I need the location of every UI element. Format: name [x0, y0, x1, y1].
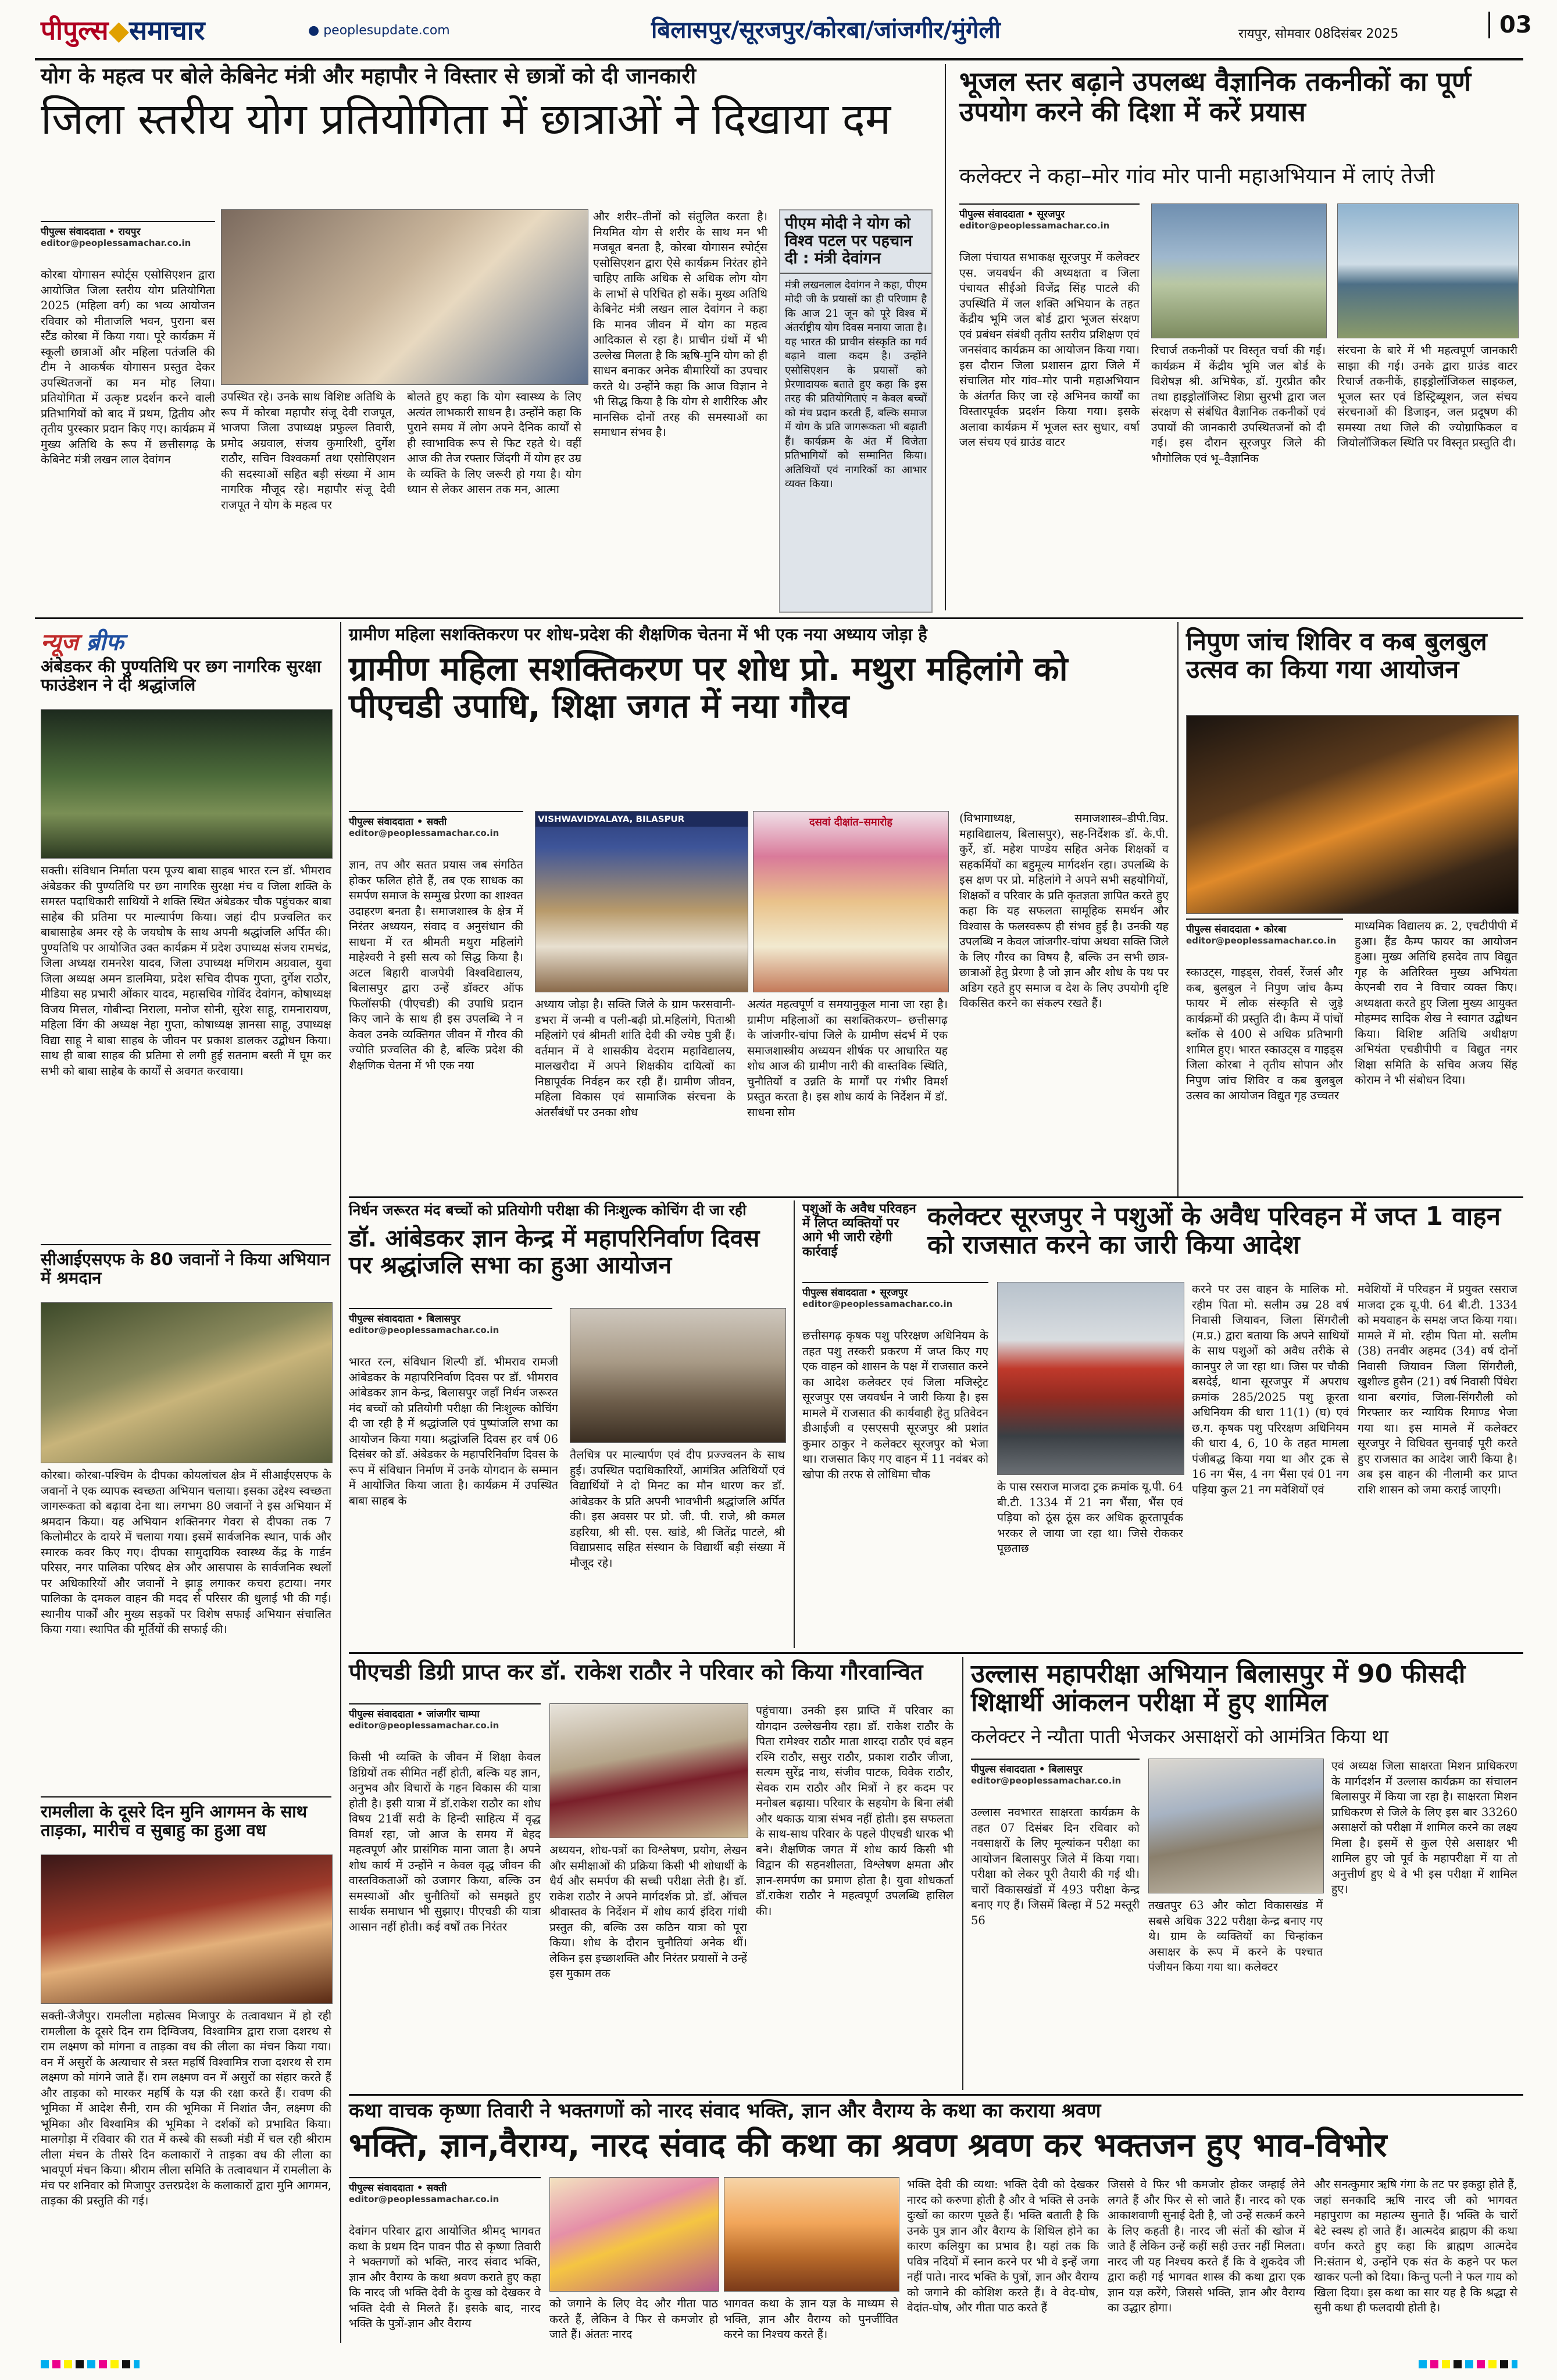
edition-districts: बिलासपुर/सूरजपुर/कोरबा/जांजगीर/मुंगेली [651, 17, 1001, 44]
cattle-byline: पीपुल्स संवाददाता • सूरजपुर editor@peoplessamachar.co.in [802, 1282, 988, 1309]
brief3-photo [41, 1854, 333, 2004]
phd-mathura-photo-2 [753, 811, 949, 992]
yoga-col4: और शरीर–तीनों को संतुलित करता है। नियमित योग से शरीर के साथ मन भी मजबूत बनता है, कोरबा योगासन स्पोर्ट्स एसोसिएशन द्वारा ऐसे कार्यक्रम निरंतर होने चाहिए ताकि अधिक से अधिक लोग योग के लाभों से परिचित हो सकें। मुख्य अतिथि केबिनेट मंत्री लखन लाल देवांगन ने कहा कि मानव जीवन में योग का महत्व आदिकाल से रहा है। प्राचीन ग्रंथों में भी उल्लेख मिलता है कि ऋषि-मुनि योग को ही साधन बनाकर अनेक बीमारियों का उपचार करते थे। उन्होंने कहा कि आज विज्ञान ने भी सिद्ध किया है कि योग से शारीरिक और मानसिक दोनों तरह की समस्याओं का समाधान संभव है। [593, 210, 767, 439]
brief2-photo [41, 1302, 333, 1463]
phd-mathura-col3: अत्यंत महत्वपूर्ण व समयानुकूल माना जा रहा है। ग्रामीण महिलाओं का सशक्तिकरण– छत्तीसगढ़ के जांजगीर-चांपा जिले के ग्रामीण संदर्भ में एक समाजशास्त्रीय अध्ययन शीर्षक पर आधारित यह शोध आज की ग्रामीण नारी की वास्तविक स्थिति, चुनौतियों व उन्नति के मार्गों पर गंभीर विमर्श प्रस्तुत करता है। इस शोध कार्य के निर्देशन में डॉ. साधना सोम [747, 998, 948, 1119]
col-divider-ullas [962, 1657, 963, 2090]
katha-col6: और सनत्कुमार ऋषि गंगा के तट पर इकट्ठा होते हैं, जहां सनकादि ऋषि नारद जी को भागवत महापुराण का महात्म्य सुनाते हैं। भक्ति के चारों बेटे स्वस्थ हो जाते हैं। आत्मदेव ब्राह्मण की कथा वर्णन करते हुए कहा कि ब्राह्मण आत्मदेव नि:संतान थे, उन्होंने एक संत के कहने पर फल खाकर पत्नी को दिया। किन्तु पत्नी ने फल गाय को खिला दिया। इस कथा का सार यह है कि श्रद्धा से सुनी कथा ही फलदायी होती है। [1314, 2178, 1517, 2315]
ullas-col2: तखतपुर 63 और कोटा विकासखंड में सबसे अधिक 322 परीक्षा केन्द्र बनाए गए थे। ग्राम के व्यक्तियों का चिन्हांकन असाक्षर के रूप में करने के पश्चात पंजीयन किया गया था। कलेक्टर [1148, 1899, 1323, 1974]
logo-right: समाचार [128, 15, 205, 46]
col-divider-nipun [1177, 622, 1179, 1198]
news-brief-label: न्यूज ब्रीफ [41, 629, 124, 656]
page-number: 03 [1488, 12, 1532, 38]
registration-bar-right [1419, 2360, 1517, 2368]
masthead-rule [35, 58, 1523, 60]
col-divider-cattle [794, 1200, 795, 1648]
yoga-col1: कोरबा योगासन स्पोर्ट्स एसोसिएशन द्वारा आयोजित जिला स्तरीय योग प्रतियोगिता 2025 (महिला वर्ग) का भव्य आयोजन रविवार को मीताजलि भवन, पुराना बस स्टैंड कोरबा में किया गया। पूरे कार्यक्रम में स्कूली छात्राओं और महिला पतंजलि की टीम ने आकर्षक योगासन प्रस्तुत देकर उपस्थितजनों का मन मोह लिया। प्रतियोगिता में उत्कृष्ट प्रदर्शन करने वाली प्रतिभागियों को बाद में प्रथम, द्वितीय और तृतीय पुरस्कार प्रदान किए गए। कार्यक्रम में मुख्य अतिथि के रूप में छत्तीसगढ़ के केबिनेट मंत्री लखन लाल देवांगन [41, 268, 215, 467]
yoga-sidebar-title: पीएम मोदी ने योग को विश्व पटल पर पहचान दी : मंत्री देवांगन [780, 210, 931, 274]
katha-col1: देवांगन परिवार द्वारा आयोजित श्रीमद् भागवत कथा के प्रथम दिन पावन पीठ से कृष्णा तिवारी ने भक्तगणों को भक्ति, नारद संवाद भक्ति, ज्ञान और वैराग्य के कथा श्रवण कराते हुए कहा कि नारद जी भक्ति देवी के दुःख को देखकर वे भक्ति देवी से मिलते हैं। इसके बाद, नारद भक्ति के पुत्रों-ज्ञान और वैराग्य [349, 2224, 541, 2331]
logo-left: पीपुल्स [41, 15, 109, 46]
katha-col5: जिससे वे फिर भी कमजोर होकर जम्हाई लेने लगते हैं और फिर से सो जाते हैं। नारद को एक आकाशवाणी सुनाई देती है, जो उन्हें सत्कर्म करने के लिए कहती है। नारद जी संतों की खोज में जाते हैं लेकिन उन्हें कहीं सही उत्तर नहीं मिलता। नारद जी यह निश्चय करते हैं कि वे शुकदेव जी द्वारा कही गई भागवत शास्त्र की कथा द्वारा एक ज्ञान यज्ञ करेंगे, जिससे भक्ति, ज्ञान और वैराग्य का उद्धार होगा। [1108, 2178, 1305, 2315]
brief1-text: सक्ती। संविधान निर्माता परम पूज्य बाबा साहब भारत रत्न डॉ. भीमराव अंबेडकर की पुण्यतिथि पर छग नागरिक सुरक्षा मंच व जिला शक्ति के समस्त पदाधिकारी साथियों ने शक्ति स्थित अंबेडकर चौक पहुंचकर बाबा साहेब की प्रतिमा पर माल्यार्पण किया। जहां दीप प्रज्वलित कर बाबासाहेब अमर रहे के जयघोष के साथ अपनी श्रद्धांजलि अर्पित की। पुण्यतिथि पर आयोजित उक्त कार्यक्रम में प्रदेश उपाध्यक्ष संजय रामचंद्र, जिला अध्यक्ष रामनरेश यादव, जिला उपाध्यक्ष मणिराम अग्रवाल, युवा जिला अध्यक्ष अमन डालमिया, प्रदेश सचिव दीपक गुप्ता, दुर्गेश राठौर, मीडिया सह प्रभारी ओंकार यादव, महासचिव गोविंद देवांगन, कोषाध्यक्ष विजय मित्तल, गोबीन्दा निराला, मनोज सोनी, सुरेश साहू, रामनारायण, महिला विंग की अध्यक्ष नेहा गुप्ता, कोषाध्यक्ष ज्ञानसा साहू, उपाध्यक्ष विद्या साहू ने बाबा साहब के जीवन पर प्रकाश डालकर उद्बोधन किया। साथ ही बाबा साहब की प्रतिमा से लगी हुई सतनाम बस्ती में घूम कर सभी को बाबा साहेब के कार्यों से अवगत करवाया। [41, 864, 331, 1078]
brief1-title: अंबेडकर की पुण्यतिथि पर छग नागरिक सुरक्षा फाउंडेशन ने दी श्रद्धांजलि [41, 656, 322, 695]
yoga-email[interactable]: editor@peoplessamachar.co.in [41, 238, 191, 248]
nipun-byline: पीपुल्स संवाददाता • कोरबा editor@peoplessamachar.co.in [1186, 919, 1343, 946]
yoga-col3: बोलते हुए कहा कि योग स्वास्थ्य के लिए अत्यंत लाभकारी साधन है। उन्होंने कहा कि पुराने समय में लोग अपने दैनिक कार्यों से ही स्वाभाविक रूप से फिट रहते थे। वहीं आज की तेज रफ्तार जिंदगी में योग हर उम्र के व्यक्ति के लिए जरूरी हो गया है। योग ध्यान से लेकर आसन तक मन, आत्मा [407, 390, 581, 496]
phd-mathura-col4: (विभागाध्यक्ष, समाजशास्त्र–डीपी.विप्र. महाविद्यालय, बिलासपुर), सह-निर्देशक डॉ. के.पी. कुर्रे, डॉ. महेश पाण्डेय सहित अनेक शिक्षकों व सहकर्मियों का बहुमूल्य मार्गदर्शन रहा। उपलब्धि के इस क्षण पर प्रो. महिलांगे ने अपने सभी सहयोगियों, शिक्षकों व परिवार के प्रति कृतज्ञता ज्ञापित करते हुए कहा कि यह सफलता सामूहिक समर्थन और विश्वास के फलस्वरूप ही संभव हुई है। उनकी यह उपलब्धि न केवल जांजगीर-चांपा अथवा सक्ति जिले के लिए गौरव का विषय है, बल्कि उन सभी छात्र-छात्राओं हेतु प्रेरणा है जो ज्ञान और शोध के पथ पर अडिग रहते हुए समाज व देश के लिए उपयोगी दृष्टि विकसित करने का संकल्प रखते हैं। [959, 812, 1169, 1010]
katha-photo-1 [549, 2177, 719, 2292]
ullas-col3: एवं अध्यक्ष जिला साक्षरता मिशन प्राधिकरण के मार्गदर्शन में उल्लास कार्यक्रम का संचालन बिलासपुर में किया जा रहा है। साक्षरता मिशन प्राधिकरण से जिले के लिए इस बार 33260 असाक्षरों को परीक्षा में शामिल करने का लक्ष्य मिला है। इसमें से कुल ऐसे असाक्षर भी शामिल हुए जो पूर्व के महापरीक्षा में या तो अनुत्तीर्ण हुए थे वे भी इस परीक्षा में शामिल हुए। [1331, 1759, 1517, 1896]
section-rule-3 [349, 1652, 1523, 1654]
section-rule-4 [349, 2094, 1523, 2096]
nipun-photo [1186, 715, 1519, 914]
phd-mathura-col1: ज्ञान, तप और सतत प्रयास जब संगठित होकर फलित होते हैं, तब एक साधक का समर्पण समाज के सम्मुख प्रेरणा का शाश्वत उदाहरण बनता है। समाजशास्त्र के क्षेत्र में निरंतर अध्ययन, संवाद व अनुसंधान की साधना में रत श्रीमती मथुरा महिलांगे माहेश्वरी ने इसी सत्य को सिद्ध किया है। अटल बिहारी वाजपेयी विश्वविद्यालय, बिलासपुर द्वारा उन्हें डॉक्टर ऑफ फिलॉसफी (पीएचडी) की उपाधि प्रदान किए जाने के साथ ही इस उपलब्धि ने न केवल उनके व्यक्तिगत जीवन में गौरव की ज्योति प्रज्वलित की है, बल्कि प्रदेश की शैक्षणिक चेतना में भी एक नया [349, 858, 523, 1072]
katha-col4: भक्ति देवी की व्यथा: भक्ति देवी को देखकर नारद को करुणा होती है और वे भक्ति से उनके दुःखों का कारण पूछते हैं। भक्ति बताती है कि उनके पुत्र ज्ञान और वैराग्य के शिथिल होने का कारण कलियुग का प्रभाव है। यहां तक कि पवित्र नदियों में स्नान करने पर भी वे इन्हें जगा नहीं पाते। नारद भक्ति के पुत्रों, ज्ञान और वैराग्य को जगाने की कोशिश करते हैं। वे वेद-घोष, वेदांत-घोष, और गीता पाठ करते हैं [907, 2178, 1099, 2315]
ambedkar-col2: तैलचित्र पर माल्यार्पण एवं दीप प्रज्ज्वलन के साथ हुई। उपस्थित पदाधिकारियों, आमंत्रित अतिथियों एवं विद्यार्थियों ने दो मिनट का मौन धारण कर डॉ. आंबेडकर के प्रति अपनी भावभीनी श्रद्धांजलि अर्पित की। इस अवसर पर प्रो. जी. पी. राजे, श्री कमल डहरिया, श्री सी. एस. खांडे, श्री जितेंद्र पाटले, श्री विद्याप्रसाद सहित संस्थान के विद्यार्थी बड़ी संख्या में मौजूद रहे। [570, 1448, 785, 1570]
nipun-headline: निपुण जांच शिविर व कब बुलबुल उत्सव का किया गया आयोजन [1186, 627, 1487, 685]
groundwater-photo-2 [1337, 203, 1519, 338]
brief-rule-2 [41, 1796, 331, 1797]
groundwater-photo-1 [1151, 203, 1327, 338]
website-label[interactable]: ● peoplesupdate.com [308, 23, 450, 38]
phd-mathura-col2: अध्याय जोड़ा है। सक्ति जिले के ग्राम फरसवानी-डभरा में जन्मी व पली-बढ़ी प्रो.महिलांगे, पिताश्री महिलांगे एवं श्रीमती शांति देवी की ज्येष्ठ पुत्री हैं। वर्तमान में वे शासकीय वेदराम महाविद्यालय, मालखरौदा में अपने शिक्षकीय दायित्वों का निष्ठापूर्वक निर्वहन कर रही हैं। ग्रामीण जीवन, महिला विकास एवं सामाजिक संरचना के अंतर्संबंधों पर उनका शोध [535, 998, 735, 1119]
groundwater-col2: रिचार्ज तकनीकों पर विस्तृत चर्चा की गई। कार्यक्रम में केंद्रीय भूमि जल बोर्ड के विशेषज्ञ श्री. अभिषेक, डॉ. गुरप्रीत कौर तथा हाइड्रोलॉजिस्ट शिप्रा सुरभी द्वारा जल संरक्षण से संबंधित वैज्ञानिक तकनीकों एवं उपायों की जानकारी उपस्थितजनों को दी गई। इस दौरान सूरजपुर जिले की भौगोलिक एवं भू–वैज्ञानिक [1151, 344, 1326, 465]
dateline: रायपुर, सोमवार 08दिसंबर 2025 [1238, 27, 1399, 41]
ullas-email[interactable]: editor@peoplessamachar.co.in [971, 1775, 1122, 1786]
ullas-photo [1148, 1759, 1324, 1893]
brief3-text: सक्ती-जैजैपुर। रामलीला महोत्सव मिजापुर के तत्वावधान में हो रही रामलीला के दूसरे दिन राम दिग्विजय, विश्वामित्र द्वारा राजा दशरथ से राम लक्ष्मण को मांगना व ताड़का वध की लीला का मंचन किया गया। वन में असुरों के अत्याचार से त्रस्त महर्षि विश्वामित्र राजा दशरथ से राम लक्ष्मण को मांगने जाते हैं। राम लक्ष्मण वन में असुरों का संहार करते हैं और ताड़का को मारकर महर्षि के यज्ञ की रक्षा करते हैं। रावण की भूमिका में आदेश सैनी, राम की भूमिका में निशांत जैन, लक्ष्मण की भूमिका और विश्वामित्र की भूमिका ने दर्शकों को प्रभावित किया। मालगोड़ा में रविवार की रात में कस्बे की सब्जी मंडी में चल रही श्रीराम लीला मंचन के तीसरे दिन कलाकारों ने ताड़का वध की लीला का भावपूर्ण मंचन किया। श्रीराम लीला समिति के तत्वावधान में रामलीला के मंच पर शनिवार को मिजापुर उत्तरप्रदेश के कलाकारों द्वारा मुनि आगमन, ताड़का की प्रस्तुति की गई। [41, 2009, 331, 2208]
cattle-truck-photo [997, 1282, 1184, 1475]
cattle-col3: करने पर उस वाहन के मालिक मो. रहीम पिता मो. सलीम उम्र 28 वर्ष निवासी जियावन, जिला सिंगरौली (म.प्र.) द्वारा बताया कि अपने साथियों के साथ पशुओं को अवैध तरीके से कानपुर ले जा रहा था। जिस पर चौकी बसदेई, थाना सूरजपुर में अपराध क्रमांक 285/2025 पशु क्रूरता अधिनियम की धारा 11(1) (घ) एवं छ.ग. कृषक पशु परिरक्षण अधिनियम की धारा 4, 6, 10 के तहत मामला पंजीबद्ध किया गया था और ट्रक से 16 नग भैंस, 4 नग भैंसा एवं 01 नग पड़िया कुल 21 नग मवेशियों एवं [1192, 1282, 1349, 1496]
nipun-col1: स्काउट्स, गाइड्स, रोवर्स, रेंजर्स और कब, बुलबुल ने निपुण जांच कैम्प फायर में लोक संस्कृति से जुड़े कार्यक्रमों की प्रस्तुति दी। कैम्प में पांचों ब्लॉक से 400 से अधिक प्रतिभागी शामिल हुए। भारत स्काउट्स व गाइड्स जिला कोरबा ने तृतीय सोपान और निपुण जांच शिविर व कब बुलबुल उत्सव का आयोजन विद्युत गृह उच्चतर [1186, 966, 1343, 1103]
ambedkar-kicker: निर्धन जरूरत मंद बच्चों को प्रतियोगी परीक्षा की निःशुल्क कोचिंग दी जा रही [349, 1202, 747, 1218]
groundwater-byline: पीपुल्स संवाददाता • सूरजपुर editor@peoplessamachar.co.in [959, 203, 1140, 231]
katha-byline: पीपुल्स संवाददाता • सक्ती editor@peoplessamachar.co.in [349, 2177, 541, 2204]
registration-bar-left [41, 2360, 140, 2368]
cattle-sidebar: पशुओं के अवैध परिवहन में लिप्त व्यक्तियों पर आगे भी जारी रहेगी कार्रवाई [802, 1202, 916, 1259]
ambedkar-headline: डॉ. आंबेडकर ज्ञान केन्द्र में महापरिनिर्वाण दिवस पर श्रद्धांजलि सभा का हुआ आयोजन [349, 1224, 760, 1279]
brief-rule-1 [41, 1244, 331, 1245]
phd-rakesh-headline: पीएचडी डिग्री प्राप्त कर डॉ. राकेश राठौर ने परिवार को किया गौरवान्वित [349, 1659, 923, 1685]
phd-mathura-email[interactable]: editor@peoplessamachar.co.in [349, 828, 499, 838]
yoga-kicker: योग के महत्व पर बोले केबिनेट मंत्री और महापौर ने विस्तार से छात्रों को दी जानकारी [41, 63, 697, 88]
katha-kicker: कथा वाचक कृष्णा तिवारी ने भक्तगणों को नारद संवाद भक्ति, ज्ञान और वैराग्य के कथा का कराया श्रवण [349, 2099, 1101, 2122]
brief2-text: कोरबा। कोरबा-पश्चिम के दीपका कोयलांचल क्षेत्र में सीआईएसएफ के जवानों ने एक व्यापक स्वच्छता अभियान चलाया। इसका उद्देश्य स्वच्छता जागरूकता को बढ़ावा देना था। लगभग 80 जवानों ने इस अभियान में श्रमदान किया। यह अभियान शक्तिनगर गेवरा से दीपका तक 7 किलोमीटर के दायरे में चलाया गया। इसमें सार्वजनिक स्थान, पार्क और स्मारक कवर किए गए। दीपका सामुदायिक स्वास्थ्य केंद्र के गार्डन परिसर, नगर पालिका परिषद क्षेत्र और आसपास के सार्वजनिक स्थलों पर अधिकारियों और जवानों ने झाड़ू लगाकर कचरा हटाया। नगर पालिका के दमकल वाहन की मदद से परिसर की धुलाई भी की गई। स्थानीय पार्कों और मुख्य सड़कों पर विशेष सफाई अभियान संचालित किया गया। स्थापित की मूर्तियों की सफाई की। [41, 1468, 331, 1636]
phd-rakesh-photo [549, 1703, 748, 1838]
section-rule-2 [349, 1196, 1523, 1198]
ullas-headline: उल्लास महापरीक्षा अभियान बिलासपुर में 90 फीसदी शिक्षार्थी आंकलन परीक्षा में हुए शामिल [971, 1659, 1466, 1718]
ambedkar-photo [570, 1308, 786, 1443]
yoga-sidebar-text: मंत्री लखनलाल देवांगन ने कहा, पीएम मोदी जी के प्रयासों का ही परिणाम है कि आज 21 जून को पूरे विश्व में अंतर्राष्ट्रीय योग दिवस मनाया जाता है। यह भारत की प्राचीन संस्कृति का गर्व बढ़ाने वाला कदम है। उन्होंने एसोसिएशन के प्रयासों को प्रेरणादायक बताते हुए कहा कि इस तरह की प्रतियोगिताएं न केवल बच्चों को मंच प्रदान करती हैं, बल्कि समाज में योग के प्रति जागरूकता भी बढ़ाती हैं। कार्यक्रम के अंत में विजेता प्रतिभागियों को सम्मानित किया। अतिथियों एवं नागरिकों का आभार व्यक्त किया। [785, 278, 927, 491]
phd-rakesh-col3: पहुंचाया। उनकी इस प्राप्ति में परिवार का योगदान उल्लेखनीय रहा। डॉ. राकेश राठौर के पिता रामेश्वर राठौर माता शारदा राठौर एवं बहन रश्मि राठौर, ससुर राठौर, प्रकाश राठौर जीजा, सत्यम सुरेंद्र नाथ, संजीव पाटक, विवेक राठौर, सेवक राम राठौर और मित्रों ने हर कदम पर मनोबल बढ़ाया। परिवार के सहयोग के बिना लंबी और थकाऊ यात्रा संभव नहीं होती। इस सफलता के साथ-साथ परिवार के पहले पीएचडी धारक भी बने। शैक्षणिक जगत में शोध कार्य किसी भी विद्वान की सहनशीलता, विश्लेषण क्षमता और ज्ञान-समर्पण का प्रमाण होता है। युवा शोधकर्ता डॉ.राकेश राठौर ने महत्वपूर्ण उपलब्धि हासिल की। [756, 1704, 954, 1918]
phd-mathura-headline: ग्रामीण महिला सशक्तिकरण पर शोध प्रो. मथुरा महिलांगे को पीएचडी उपाधि, शिक्षा जगत में नया गौरव [349, 650, 1068, 726]
logo-diamond-icon: ◆ [108, 15, 129, 46]
ambedkar-byline: पीपुल्स संवाददाता • बिलासपुर editor@peoplessamachar.co.in [349, 1308, 552, 1335]
masthead-logo [41, 12, 205, 48]
groundwater-email[interactable]: editor@peoplessamachar.co.in [959, 220, 1110, 231]
section-rule-1 [35, 617, 1523, 619]
katha-email[interactable]: editor@peoplessamachar.co.in [349, 2194, 499, 2204]
groundwater-col1: जिला पंचायत सभाकक्ष सूरजपुर में कलेक्टर एस. जयवर्धन की अध्यक्षता व जिला पंचायत सीईओ विजेंद्र सिंह पाटले की उपस्थिति में जल शक्ति अभियान के तहत केंद्रीय भूमि जल बोर्ड द्वारा भूजल संरक्षण एवं प्रबंधन संबंधी तृतीय स्तरीय प्रशिक्षण एवं जनसंवाद कार्यक्रम का आयोजन किया गया। इस दौरान जिला प्रशासन द्वारा जिले में संचालित मोर गांव–मोर पानी महाअभियान के अंतर्गत किए जा रहे अभिनव कार्यों का विस्तारपूर्वक प्रदर्शन किया गया। इसके अलावा कार्यक्रम में भूजल स्तर सुधार, वर्षा जल संचय एवं ग्राउंड वाटर [959, 251, 1140, 449]
cattle-col1: छत्तीसगढ़ कृषक पशु परिरक्षण अधिनियम के तहत पशु तस्करी प्रकरण में जप्त किए गए एक वाहन को शासन के पक्ष में राजसात करने का आदेश कलेक्टर एवं जिला मजिस्ट्रेट सूरजपुर एस जयवर्धन ने जारी किया है। इस मामले में राजसात की कार्यवाही हेतु प्रतिवेदन डीआईजी व एसएसपी सूरजपुर श्री प्रशांत कुमार ठाकुर ने कलेक्टर सूरजपुर को भेजा था। राजसात किए गए वाहन में 11 नवंबर को खोपा की तरफ से लोधिमा चौक [802, 1329, 988, 1481]
brief3-title: रामलीला के दूसरे दिन मुनि आगमन के साथ ताड़का, मारीच व सुबाहु का हुआ वध [41, 1802, 308, 1841]
nipun-col2: माध्यमिक विद्यालय क्र. 2, एचटीपीपी में हुआ। हैंड कैम्प फायर का आयोजन हुआ। मुख्य अतिथि हसदेव ताप विद्युत गृह के अतिरिक्त मुख्य अभियंता केएनबी राव ने विचार व्यक्त किए। अध्यक्षता करते हुए जिला मुख्य आयुक्त मोहम्मद सादिक शेख ने स्वागत उद्बोधन किया। विशिष्ट अतिथि अधीक्षण अभियंता एचडीपीपी व विद्युत नगर शिक्षा समिति के सचिव अजय सिंह कोराम ने भी संबोधन दिया। [1355, 919, 1517, 1087]
groundwater-headline: भूजल स्तर बढ़ाने उपलब्ध वैज्ञानिक तकनीकों का पूर्ण उपयोग करने की दिशा में करें प्रयास [959, 66, 1472, 127]
phd-mathura-photo-1 [535, 811, 748, 992]
katha-col3: भागवत कथा के ज्ञान यज्ञ के माध्यम से भक्ति, ज्ञान और वैराग्य को पुनर्जीवित करने का निश्चय करते हैं। [724, 2297, 898, 2342]
ullas-byline: पीपुल्स संवाददाता • बिलासपुर editor@peoplessamachar.co.in [971, 1759, 1140, 1786]
phd-mathura-kicker: ग्रामीण महिला सशक्तिकरण पर शोध-प्रदेश की शैक्षणिक चेतना में भी एक नया अध्याय जोड़ा है [349, 624, 927, 644]
phd-rakesh-byline: पीपुल्स संवाददाता • जांजगीर चाम्पा editor@peoplessamachar.co.in [349, 1703, 541, 1731]
brief1-photo [41, 709, 333, 859]
ambedkar-col1: भारत रत्न, संविधान शिल्पी डॉ. भीमराव रामजी आंबेडकर के महापरिनिर्वाण दिवस पर डॉ. भीमराव आंबेडकर ज्ञान केन्द्र, बिलासपुर जहाँ निर्धन जरूरत मंद बच्चों को प्रतियोगी परीक्षा की निःशुल्क कोचिंग दी जा रही है में श्रद्धांजलि एवं पुष्पांजलि सभा का आयोजन किया गया। श्रद्धांजलि दिवस हर वर्ष 06 दिसंबर को डॉ. अंबेडकर के महापरिनिर्वाण दिवस के रूप में संविधान निर्माण में उनके योगदान के सम्मान में आयोजित किया जाता है। कार्यक्रम में उपस्थित बाबा साहब के [349, 1355, 558, 1507]
cattle-col2: के पास रसराज माजदा ट्रक क्रमांक यू.पी. 64 बी.टी. 1334 में 21 नग भैंसा, भैंस एवं पड़िया को ठूंस ठूंस कर अधिक क्रूरतापूर्वक भरकर ले जाया जा रहा था। जिसे रोककर पूछताछ [997, 1480, 1183, 1556]
col-divider-brief [340, 622, 341, 2343]
yoga-sidebar [779, 209, 933, 613]
nipun-email[interactable]: editor@peoplessamachar.co.in [1186, 935, 1337, 946]
photo2-banner: दसवां दीक्षांत–समारोह [809, 816, 892, 828]
yoga-photo [221, 209, 588, 385]
phd-rakesh-col2: अध्ययन, शोध-पत्रों का विश्लेषण, प्रयोग, लेखन और समीक्षाओं की प्रक्रिया किसी भी शोधार्थी के धैर्य और समर्पण की सच्ची परीक्षा लेती है। डॉ. राकेश राठौर ने अपने मार्गदर्शक प्रो. डॉ. ऑचल श्रीवास्तव के निर्देशन में शोध कार्य इंदिरा गांधी प्रस्तुत की, बल्कि उस कठिन यात्रा को पूरा किया। शोध के दौरान चुनौतियां अनेक थीं। लेकिन इस इच्छाशक्ति और निरंतर प्रयासों ने उन्हें इस मुकाम तक [549, 1843, 747, 1981]
brief2-title: सीआईएसएफ के 80 जवानों ने किया अभियान में श्रमदान [41, 1249, 330, 1288]
ullas-subhead: कलेक्टर ने न्यौता पाती भेजकर असाक्षरों को आमंत्रित किया था [971, 1725, 1388, 1748]
groundwater-col3: संरचना के बारे में भी महत्वपूर्ण जानकारी साझा की गई। उनके द्वारा ग्राउंड वाटर रिचार्ज तकनीकें, हाइड्रोलॉजिकल साइकल, भूजल स्तर एवं डिस्ट्रिब्यूशन, जल संचय संरचनाओं की डिजाइन, जल प्रदूषण की समस्या तथा जिले की ज्योग्राफिकल व जियोलॉजिकल स्थिति पर विस्तृत प्रस्तुति दी। [1337, 344, 1517, 450]
katha-headline: भक्ति, ज्ञान,वैराग्य, नारद संवाद की कथा का श्रवण श्रवण कर भक्तजन हुए भाव-विभोर [349, 2127, 1387, 2164]
phd-mathura-byline: पीपुल्स संवाददाता • सक्ती editor@peoplessamachar.co.in [349, 811, 523, 838]
katha-photo-2 [724, 2177, 899, 2292]
phd-rakesh-col1: किसी भी व्यक्ति के जीवन में शिक्षा केवल डिग्रियों तक सीमित नहीं होती, बल्कि यह ज्ञान, अनुभव और विचारों के गहन विकास की यात्रा होती है। इसी यात्रा में डॉ.राकेश राठौर का शोध विषय 21वीं सदी के हिन्दी साहित्य में वृद्ध विमर्श रहा, जो आज के समय में बेहद महत्वपूर्ण और प्रासंगिक माना जाता है। अपने शोध कार्य में उन्होंने न केवल वृद्ध जीवन की वास्तविकताओं को उजागर किया, बल्कि उन समस्याओं और चुनौतियों को समझते हुए सार्थक समाधान भी सुझाए। पीएचडी की यात्रा आसान नहीं होती। कई वर्षों तक निरंतर [349, 1750, 541, 1934]
ambedkar-email[interactable]: editor@peoplessamachar.co.in [349, 1325, 499, 1335]
photo1-banner: VISHWAVIDYALAYA, BILASPUR [535, 812, 748, 827]
katha-col2: को जगाने के लिए वेद और गीता पाठ करते हैं, लेकिन वे फिर से कमजोर हो जाते हैं। अंततः नारद [549, 2297, 718, 2342]
cattle-email[interactable]: editor@peoplessamachar.co.in [802, 1299, 953, 1309]
yoga-byline: पीपुल्स संवाददाता • रायपुर editor@peoplessamachar.co.in [41, 221, 215, 248]
phd-rakesh-email[interactable]: editor@peoplessamachar.co.in [349, 1720, 499, 1731]
ullas-col1: उल्लास नवभारत साक्षरता कार्यक्रम के तहत 07 दिसंबर दिन रविवार को नवसाक्षरों के लिए मूल्यांकन परीक्षा का आयोजन बिलासपुर जिले में किया गया। परीक्षा को लेकर पूरी तैयारी की गई थी। चारों विकासखंडों में 493 परीक्षा केन्द्र बनाए गए हैं। जिसमें बिल्हा में 52 मस्तूरी 56 [971, 1806, 1140, 1927]
col-divider-right-top [945, 64, 946, 610]
yoga-col2: उपस्थित रहे। उनके साथ विशिष्ट अतिथि के रूप में कोरबा महापौर संजू देवी राजपूत, भाजपा जिला उपाध्यक्ष प्रफुल्ल तिवारी, प्रमोद अग्रवाल, संजय कुमारिशी, दुर्गेश राठौर, सचिन विश्वकर्मा तथा एसोसिएशन की सदस्याओं सहित बड़ी संख्या में आम नागरिक मौजूद रहे। महापौर संजू देवी राजपूत ने योग के महत्व पर [221, 390, 395, 512]
yoga-headline: जिला स्तरीय योग प्रतियोगिता में छात्राओं ने दिखाया दम [41, 94, 891, 144]
cattle-col4: मवेशियों में परिवहन में प्रयुक्त रसराज माजदा ट्रक यू.पी. 64 बी.टी. 1334 को मयवाहन के समक्ष जप्त किया गया। मामले में मो. रहीम पिता मो. सलीम (38) तनवीर अहमद (34) वर्ष दोनों निवासी जियावन जिला सिंगरौली, खुशील्ड हुसैन (21) वर्ष निवासी पिंधेरा थाना बरगांव, जिला-सिंगरौली को गिरफ्तार कर न्यायिक रिमाण्ड भेजा गया था। इस मामले में कलेक्टर सूरजपुर ने विधिवत सुनवाई पूरी करते हुए राजसात का आदेश जारी किया है। अब इस वाहन की नीलामी कर प्राप्त राशि शासन को जमा कराई जाएगी। [1358, 1282, 1517, 1496]
groundwater-subhead: कलेक्टर ने कहा–मोर गांव मोर पानी महाअभियान में लाएं तेजी [959, 163, 1435, 188]
cattle-headline: कलेक्टर सूरजपुर ने पशुओं के अवैध परिवहन में जप्त 1 वाहन को राजसात करने का जारी किया आदेश [927, 1202, 1501, 1260]
